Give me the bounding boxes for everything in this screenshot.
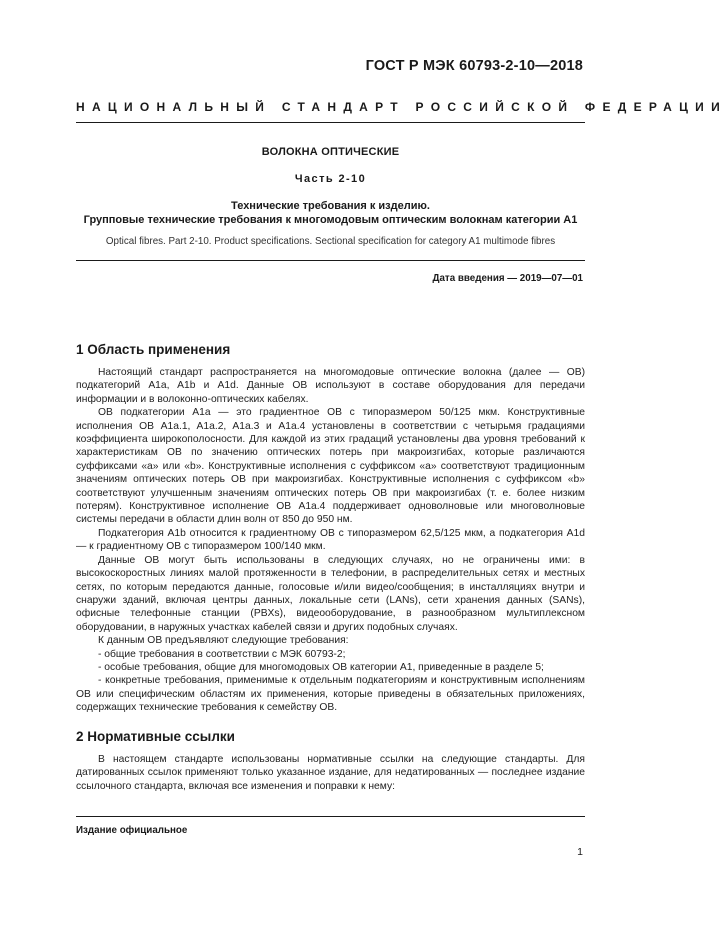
paragraph: К данным ОВ предъявляют следующие требования:	[98, 635, 349, 647]
subtitle-line-2: Групповые технические требования к многомодовым оптическим волокнам категории A1	[83, 214, 578, 226]
subtitle-line-1: Технические требования к изделию.	[231, 200, 430, 212]
paragraph: В настоящем стандарте использованы нормативные ссылки на следующие стандарты. Для датированных ссылок применяют только указанное издание, для недатированных — последнее издание ссылочного стандарта, включая все изменения и поправки к нему:	[76, 754, 585, 792]
document-number: ГОСТ Р МЭК 60793-2-10—2018	[365, 58, 583, 74]
english-title: Optical fibres. Part 2-10. Product specifications. Sectional specification for category A1 multimode fibres	[105, 236, 556, 247]
title-rule	[76, 260, 585, 261]
document-subtitle	[76, 199, 585, 227]
section-1-heading: 1 Область применения	[76, 342, 231, 357]
paragraph: Настоящий стандарт распространяется на многомодовые оптические волокна (далее — ОВ) подкатегорий A1a, A1b и A1d. Данные ОВ используют в составе оборудования для передачи информации и в волоконно-оптических кабелях.	[76, 367, 585, 405]
header-rule	[76, 122, 585, 123]
document-title: ВОЛОКНА ОПТИЧЕСКИЕ	[261, 146, 400, 158]
paragraph: Подкатегория A1b относится к градиентному ОВ с типоразмером 62,5/125 мкм, а подкатегория A1d — к градиентному ОВ с типоразмером 100/140 мкм.	[76, 527, 585, 553]
footer-rule	[76, 816, 585, 817]
national-standard-banner: НАЦИОНАЛЬНЫЙ СТАНДАРТ РОССИЙСКОЙ ФЕДЕРАЦИИ	[76, 100, 727, 114]
part-number: Часть 2-10	[294, 173, 367, 185]
list-item: - конкретные требования, применимые к отдельным подкатегориям и конструктивным исполнениям ОВ или специфическим областям их применения, которые приведены в обязательных приложениях, содержащих технические требования к семейству ОВ.	[76, 675, 585, 714]
section-1-body	[76, 366, 585, 715]
list-item: - общие требования в соответствии с МЭК 60793-2;	[98, 648, 346, 660]
official-edition-label: Издание официальное	[76, 825, 188, 836]
introduction-date: Дата введения — 2019—07—01	[432, 273, 583, 284]
section-2-heading: 2 Нормативные ссылки	[76, 729, 235, 744]
list-item: - особые требования, общие для многомодовых ОВ категории A1, приведенные в разделе 5;	[98, 661, 544, 673]
section-2-body	[76, 753, 585, 793]
page-number: 1	[577, 846, 583, 858]
paragraph: Данные ОВ могут быть использованы в следующих случаях, но не ограничены ими: в высокоскоростных линиях малой протяженности в телефонии, в распределительных сетях и местных сетях, по которым передаются данные, голосовые и/или видео/сообщения; в инсталляциях внутри и снаружи зданий, включая центры данных, локальные сети (LANs), сети хранения данных (SANs), офисные телефонные станции (PBXs), видеооборудование, в разнообразном мультиплексном оборудовании, в наружных участках кабелей связи и других подобных случаях.	[76, 554, 585, 633]
paragraph: ОВ подкатегории A1a — это градиентное ОВ с типоразмером 50/125 мкм. Конструктивные исполнения ОВ A1a.1, A1a.2, A1a.3 и A1a.4 установлены в соответствии с четырьмя градациями коэффициента широкополосности. Для каждой из этих градаций установлены два уровня требований к характеристикам ОВ по значению оптических потерь при макроизгибах, которые различаются суффиксами «а» или «b». Конструктивные исполнения с суффиксом «а» соответствуют традиционным значениям оптических потерь ОВ при макроизгибах. Конструктивные исполнения с суффиксом «b» соответствуют улучшенным значениям оптических потерь ОВ при макроизгибах (т. е. более низким потерям). Конструктивное исполнение ОВ A1a.4 поддерживает одноволновые или многоволновые системы передачи в области длин волн от 850 до 950 нм.	[76, 407, 585, 526]
